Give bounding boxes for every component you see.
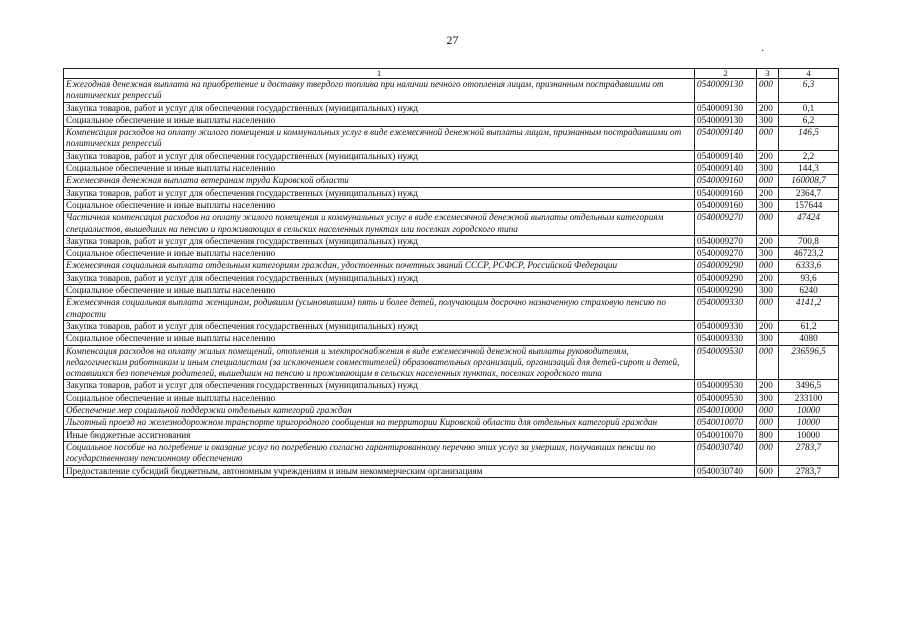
row-code-cell: 0540009130 xyxy=(695,79,757,103)
row-name-cell: Социальное пособие на погребение и оказание услуг по погребению согласно гарантированному перечню этих услуг за умерших, получавших пенсии по государственному пенсионному обеспечению xyxy=(64,441,695,465)
row-type-cell: 200 xyxy=(757,187,779,199)
row-code-cell: 0540009160 xyxy=(695,175,757,187)
row-type-cell: 300 xyxy=(757,163,779,175)
page-number: 27 xyxy=(446,33,459,47)
row-type-cell: 300 xyxy=(757,199,779,211)
table-row xyxy=(64,333,839,345)
row-amount-cell: 2364,7 xyxy=(779,187,839,199)
row-name-cell: Закупка товаров, работ и услуг для обеспечения государственных (муниципальных) нужд xyxy=(64,272,695,284)
row-name-cell: Социальное обеспечение и иные выплаты населению xyxy=(64,285,695,297)
column-header: 3 xyxy=(757,69,779,79)
row-code-cell: 0540009160 xyxy=(695,187,757,199)
row-amount-cell: 3496,5 xyxy=(779,380,839,392)
row-name-cell: Закупка товаров, работ и услуг для обеспечения государственных (муниципальных) нужд xyxy=(64,235,695,247)
row-amount-cell: 2783,7 xyxy=(779,465,839,477)
row-code-cell: 0540009270 xyxy=(695,248,757,260)
row-name-cell: Закупка товаров, работ и услуг для обеспечения государственных (муниципальных) нужд xyxy=(64,380,695,392)
row-code-cell: 0540009140 xyxy=(695,163,757,175)
table-row xyxy=(64,272,839,284)
row-name-cell: Социальное обеспечение и иные выплаты населению xyxy=(64,199,695,211)
row-code-cell: 0540009330 xyxy=(695,320,757,332)
row-amount-cell: 10000 xyxy=(779,405,839,417)
row-amount-cell: 0,1 xyxy=(779,102,839,114)
row-amount-cell: 47424 xyxy=(779,212,839,236)
row-type-cell: 200 xyxy=(757,320,779,332)
table-row xyxy=(64,102,839,114)
row-code-cell: 0540009530 xyxy=(695,345,757,380)
row-name-cell: Закупка товаров, работ и услуг для обеспечения государственных (муниципальных) нужд xyxy=(64,320,695,332)
row-amount-cell: 233100 xyxy=(779,392,839,404)
row-amount-cell: 61,2 xyxy=(779,320,839,332)
row-type-cell: 300 xyxy=(757,333,779,345)
table-row xyxy=(64,127,839,151)
table-row xyxy=(64,405,839,417)
table-row xyxy=(64,320,839,332)
row-type-cell: 600 xyxy=(757,465,779,477)
row-amount-cell: 4141,2 xyxy=(779,297,839,321)
table-row xyxy=(64,248,839,260)
row-amount-cell: 144,3 xyxy=(779,163,839,175)
table-row xyxy=(64,187,839,199)
row-name-cell: Закупка товаров, работ и услуг для обеспечения государственных (муниципальных) нужд xyxy=(64,150,695,162)
column-header: 4 xyxy=(779,69,839,79)
row-code-cell: 0540030740 xyxy=(695,465,757,477)
row-amount-cell: 10000 xyxy=(779,429,839,441)
row-amount-cell: 700,8 xyxy=(779,235,839,247)
row-amount-cell: 146,5 xyxy=(779,127,839,151)
table-row xyxy=(64,345,839,380)
table-row xyxy=(64,297,839,321)
row-code-cell: 0540009290 xyxy=(695,285,757,297)
row-type-cell: 200 xyxy=(757,235,779,247)
row-name-cell: Обеспечение мер социальной поддержки отдельных категорий граждан xyxy=(64,405,695,417)
row-type-cell: 300 xyxy=(757,248,779,260)
row-code-cell: 0540009270 xyxy=(695,212,757,236)
row-type-cell: 000 xyxy=(757,417,779,429)
row-code-cell: 0540010070 xyxy=(695,417,757,429)
row-name-cell: Социальное обеспечение и иные выплаты населению xyxy=(64,248,695,260)
row-type-cell: 200 xyxy=(757,150,779,162)
row-type-cell: 000 xyxy=(757,441,779,465)
row-amount-cell: 46723,2 xyxy=(779,248,839,260)
row-amount-cell: 160008,7 xyxy=(779,175,839,187)
table-row xyxy=(64,175,839,187)
row-type-cell: 300 xyxy=(757,392,779,404)
row-type-cell: 300 xyxy=(757,285,779,297)
row-code-cell: 0540009140 xyxy=(695,127,757,151)
table-row xyxy=(64,79,839,103)
row-name-cell: Социальное обеспечение и иные выплаты населению xyxy=(64,163,695,175)
column-header: 1 xyxy=(64,69,695,79)
row-name-cell: Предоставление субсидий бюджетным, автономным учреждениям и иным некоммерческим организациям xyxy=(64,465,695,477)
row-amount-cell: 2,2 xyxy=(779,150,839,162)
row-code-cell: 0540009330 xyxy=(695,297,757,321)
row-type-cell: 200 xyxy=(757,380,779,392)
table-row xyxy=(64,441,839,465)
row-amount-cell: 6333,6 xyxy=(779,260,839,272)
row-code-cell: 0540009160 xyxy=(695,199,757,211)
row-amount-cell: 2783,7 xyxy=(779,441,839,465)
row-name-cell: Частичная компенсация расходов на оплату жилого помещения и коммунальных услуг в виде ежемесячной денежной выплаты отдельным категориям специалистов, вышедших на пенсию и проживающих в сельских населенных пунктах или поселках городского типа xyxy=(64,212,695,236)
row-name-cell: Льготный проезд на железнодорожном транспорте пригородного сообщения на территории Кировской области для отдельных категорий граждан xyxy=(64,417,695,429)
table-row xyxy=(64,114,839,126)
table-row xyxy=(64,199,839,211)
row-type-cell: 000 xyxy=(757,405,779,417)
budget-table xyxy=(63,68,839,478)
row-name-cell: Социальное обеспечение и иные выплаты населению xyxy=(64,114,695,126)
row-name-cell: Социальное обеспечение и иные выплаты населению xyxy=(64,392,695,404)
row-code-cell: 0540009330 xyxy=(695,333,757,345)
row-type-cell: 300 xyxy=(757,114,779,126)
row-name-cell: Социальное обеспечение и иные выплаты населению xyxy=(64,333,695,345)
row-type-cell: 000 xyxy=(757,127,779,151)
table-row xyxy=(64,150,839,162)
table-row xyxy=(64,212,839,236)
row-code-cell: 0540009290 xyxy=(695,272,757,284)
row-code-cell: 0540030740 xyxy=(695,441,757,465)
row-type-cell: 800 xyxy=(757,429,779,441)
row-code-cell: 0540009130 xyxy=(695,114,757,126)
row-amount-cell: 6240 xyxy=(779,285,839,297)
row-code-cell: 0540009530 xyxy=(695,380,757,392)
table-row xyxy=(64,235,839,247)
row-amount-cell: 6,3 xyxy=(779,79,839,103)
table-row xyxy=(64,285,839,297)
table-header-row xyxy=(64,69,839,79)
row-amount-cell: 6,2 xyxy=(779,114,839,126)
row-code-cell: 0540010000 xyxy=(695,405,757,417)
row-amount-cell: 4080 xyxy=(779,333,839,345)
table-row xyxy=(64,380,839,392)
row-name-cell: Ежемесячная социальная выплата женщинам, родившим (усыновившим) пять и более детей, получающим досрочно назначенную страховую пенсию по старости xyxy=(64,297,695,321)
row-code-cell: 0540009530 xyxy=(695,392,757,404)
row-name-cell: Ежемесячная социальная выплата отдельным категориям граждан, удостоенных почетных званий СССР, РСФСР, Российской Федерации xyxy=(64,260,695,272)
table-row xyxy=(64,392,839,404)
row-name-cell: Закупка товаров, работ и услуг для обеспечения государственных (муниципальных) нужд xyxy=(64,102,695,114)
row-type-cell: 000 xyxy=(757,345,779,380)
row-amount-cell: 236596,5 xyxy=(779,345,839,380)
row-name-cell: Компенсация расходов на оплату жилого помещения и коммунальных услуг в виде ежемесячной денежной выплаты лицам, признанным пострадавшими от политических репрессий xyxy=(64,127,695,151)
table-row xyxy=(64,429,839,441)
row-type-cell: 000 xyxy=(757,79,779,103)
row-name-cell: Закупка товаров, работ и услуг для обеспечения государственных (муниципальных) нужд xyxy=(64,187,695,199)
row-name-cell: Иные бюджетные ассигнования xyxy=(64,429,695,441)
row-code-cell: 0540010070 xyxy=(695,429,757,441)
row-code-cell: 0540009130 xyxy=(695,102,757,114)
row-code-cell: 0540009140 xyxy=(695,150,757,162)
table-row xyxy=(64,465,839,477)
column-header: 2 xyxy=(695,69,757,79)
row-amount-cell: 10000 xyxy=(779,417,839,429)
table-row xyxy=(64,163,839,175)
scan-mark: · xyxy=(761,46,765,57)
row-type-cell: 000 xyxy=(757,175,779,187)
row-type-cell: 000 xyxy=(757,212,779,236)
row-amount-cell: 157644 xyxy=(779,199,839,211)
row-name-cell: Ежегодная денежная выплата на приобретение и доставку твердого топлива при наличии печного отопления лицам, признанным пострадавшими от политических репрессий xyxy=(64,79,695,103)
row-type-cell: 200 xyxy=(757,272,779,284)
row-code-cell: 0540009270 xyxy=(695,235,757,247)
row-type-cell: 000 xyxy=(757,297,779,321)
table-body xyxy=(64,79,839,478)
row-type-cell: 200 xyxy=(757,102,779,114)
row-name-cell: Компенсация расходов на оплату жилых помещений, отопления и электроснабжения в виде ежемесячной денежной выплаты руководителям, педагогическим работникам и иным специалистам (за исключением совместителей) образовательных организаций, организаций для детей-сирот и детей, оставшихся без попечения родителей, вышедшим на пенсию и проживающим в сельских населенных пунктах, поселках городского типа xyxy=(64,345,695,380)
row-code-cell: 0540009290 xyxy=(695,260,757,272)
row-name-cell: Ежемесячная денежная выплата ветеранам труда Кировской области xyxy=(64,175,695,187)
table-row xyxy=(64,417,839,429)
row-amount-cell: 93,6 xyxy=(779,272,839,284)
table-row xyxy=(64,260,839,272)
row-type-cell: 000 xyxy=(757,260,779,272)
